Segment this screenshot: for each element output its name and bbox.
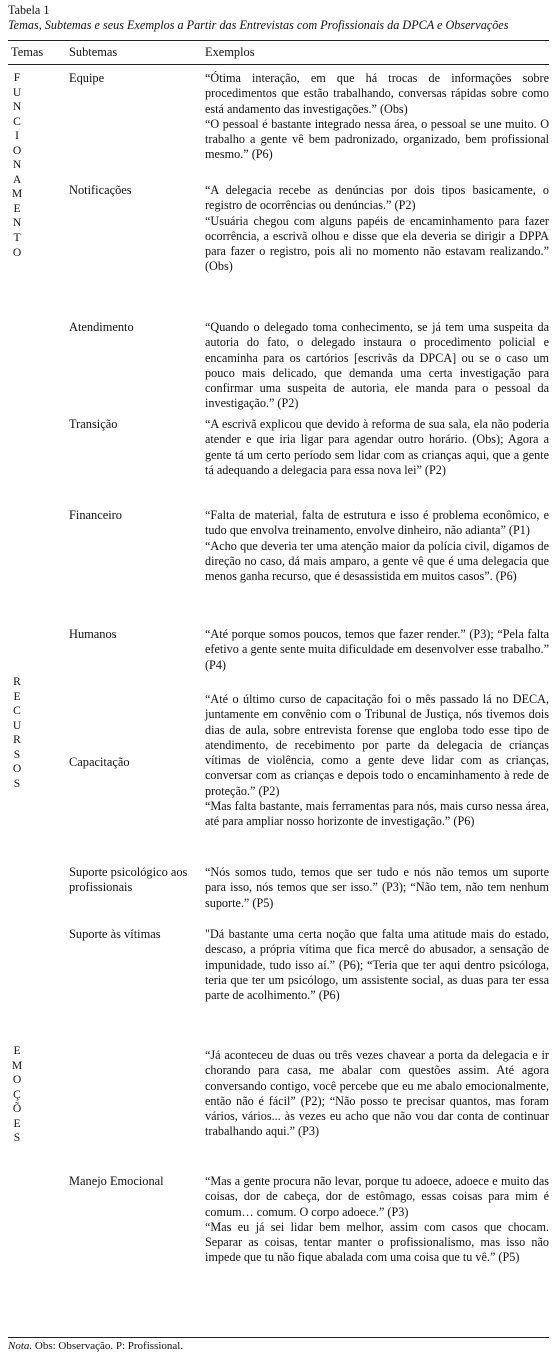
subtheme-label: Manejo Emocional xyxy=(69,1174,164,1188)
header-row xyxy=(8,41,549,64)
header-examples: Exemplos xyxy=(205,45,255,59)
header-subthemes: Subtemas xyxy=(69,45,118,59)
subtheme-label: Notificações xyxy=(69,183,132,197)
examples-text: "Dá bastante uma certa noção que falta uma atitude mais do estado, descaso, a própria vítima que fica mercê do abusador, a sensação de impunidade, tudo isso aí.” (P6); “Teria que ter aqui dentro psicóloga, teria que ter um psicólogo, um assistente social, as duas para ter essa parte de acolhimento.” (P6) xyxy=(205,927,549,1002)
subtheme-label: Financeiro xyxy=(69,508,122,522)
note-text: Obs: Observação. P: Profissional. xyxy=(34,1340,184,1352)
theme-funcionamento: F U N C I O N A M E N T O xyxy=(11,71,23,259)
examples-text: “Até porque somos poucos, temos que fazer render.” (P3); “Pela falta efetivo a gente sente muita dificuldade em desenvolver esse trabalho.” (P4) xyxy=(205,627,549,672)
examples-text: “Falta de material, falta de estrutura e isso é problema econômico, e tudo que envolva treinamento, envolve dinheiro, não adianta” (P1) “Acho que deveria ter uma atenção maior da polícia civil, digamos de direção no caso, dá mais amparo, a gente vê que é uma delegacia que menos ganha recurso, que é desassistida em muitos casos”. (P6) xyxy=(205,508,549,583)
subtheme-label: Suporte às vítimas xyxy=(69,927,161,941)
examples-text: “Nós somos tudo, temos que ser tudo e nós não temos um suporte para isso, nós temos que ser isso.” (P3); “Não tem, não tem nenhum suporte.” (P5) xyxy=(205,865,549,910)
examples-text: “Ótima interação, em que há trocas de informações sobre procedimentos que estão trabalhando, conversas rápidas sobre como está andamento das investigações.” (Obs) “O pessoal é bastante integrado nessa área, o pessoal se une muito. O trabalho a gente vê bem padronizado, organizado, bem profissional mesmo.” (P6) xyxy=(205,71,549,162)
note-label: Nota. xyxy=(8,1340,33,1352)
examples-text: “A escrivã explicou que devido à reforma de sua sala, ela não poderia atender e que iria ligar para agendar outro horário. (Obs); Agora a gente tá um certo período sem lidar com as crianças aqui, que a gente tá adequando a delegacia para essa nova lei” (P2) xyxy=(205,417,549,477)
examples-text: “Mas a gente procura não levar, porque tu adoece, adoece e muito das coisas, dor de cabeça, dor de estômago, essas coisas para mim é comum… comum. O corpo adoece.” (P3) “Mas eu já sei lidar bem melhor, assim com casos que chocam. Separar as coisas, tentar manter o profissionalismo, mas isso não impede que tu não fique abalada com uma coisa que tu vê.” (P5) xyxy=(205,1174,549,1265)
table-label: Tabela 1 xyxy=(8,3,50,17)
examples-text: “Quando o delegado toma conhecimento, se já tem uma suspeita da autoria do fato, o delegado instaura o procedimento policial e encaminha para os cartórios [escrivãs da DPCA] ou se o caso um pouco mais delicado, que demanda uma certa investigação para confirmar uma suspeita de autoria, ele manda para o pessoal da investigação.” (P2) xyxy=(205,320,549,411)
table-document xyxy=(8,3,549,1352)
table-body xyxy=(8,65,549,1333)
subtheme-label: Suporte psicológico aos profissionais xyxy=(69,865,188,895)
theme-recursos: R E C U R S O S xyxy=(12,675,22,790)
subtheme-label: Equipe xyxy=(69,71,105,85)
table-note xyxy=(8,1339,183,1353)
subtheme-label: Humanos xyxy=(69,627,117,641)
subtheme-label: Transição xyxy=(69,417,118,431)
theme-emocoes: E M O Ç Õ E S xyxy=(11,1044,23,1145)
subtheme-label: Atendimento xyxy=(69,320,134,334)
examples-text: “Já aconteceu de duas ou três vezes chavear a porta da delegacia e ir chorando para casa, me abalar com questões assim. Até agora conversando contigo, você percebe que eu me abalo emocionalmente, então não é fácil” (P2); “Não posso te precisar quantos, mas foram vários, vários... às vezes eu acho que não vou dar conta de continuar trabalhando aqui.” (P3) xyxy=(205,1048,549,1139)
subtheme-label: Capacitação xyxy=(69,755,130,769)
bottom-rule xyxy=(8,1337,549,1338)
examples-text: “A delegacia recebe as denúncias por dois tipos basicamente, o registro de ocorrências ou denúncias.” (P2) “Usuária chegou com alguns papéis de encaminhamento para fazer ocorrência, a escrivã olhou e disse que ela deveria se dirigir a DPPA para fazer o registro, pois ali no momento não estavam realizando.” (Obs) xyxy=(205,183,549,274)
header-themes: Temas xyxy=(11,45,44,59)
table-title: Temas, Subtemas e seus Exemplos a Partir das Entrevistas com Profissionais da DPCA e Observações xyxy=(8,18,509,32)
examples-text: “Até o último curso de capacitação foi o mês passado lá no DECA, juntamente em convênio com o Tribunal de Justiça, nós tivemos dois dias de aula, sobre entrevista forense que engloba todo esse tipo de atendimento, de recebimento por parte da delegacia de crianças vítimas de violência, como a gente deve lidar com as crianças, conversar com as crianças e depois todo o encaminhamento à rede de proteção.” (P2) “Mas falta bastante, mais ferramentas para nós, mais curso nessa área, até para ampliar nosso horizonte de investigação.” (P6) xyxy=(205,692,549,828)
